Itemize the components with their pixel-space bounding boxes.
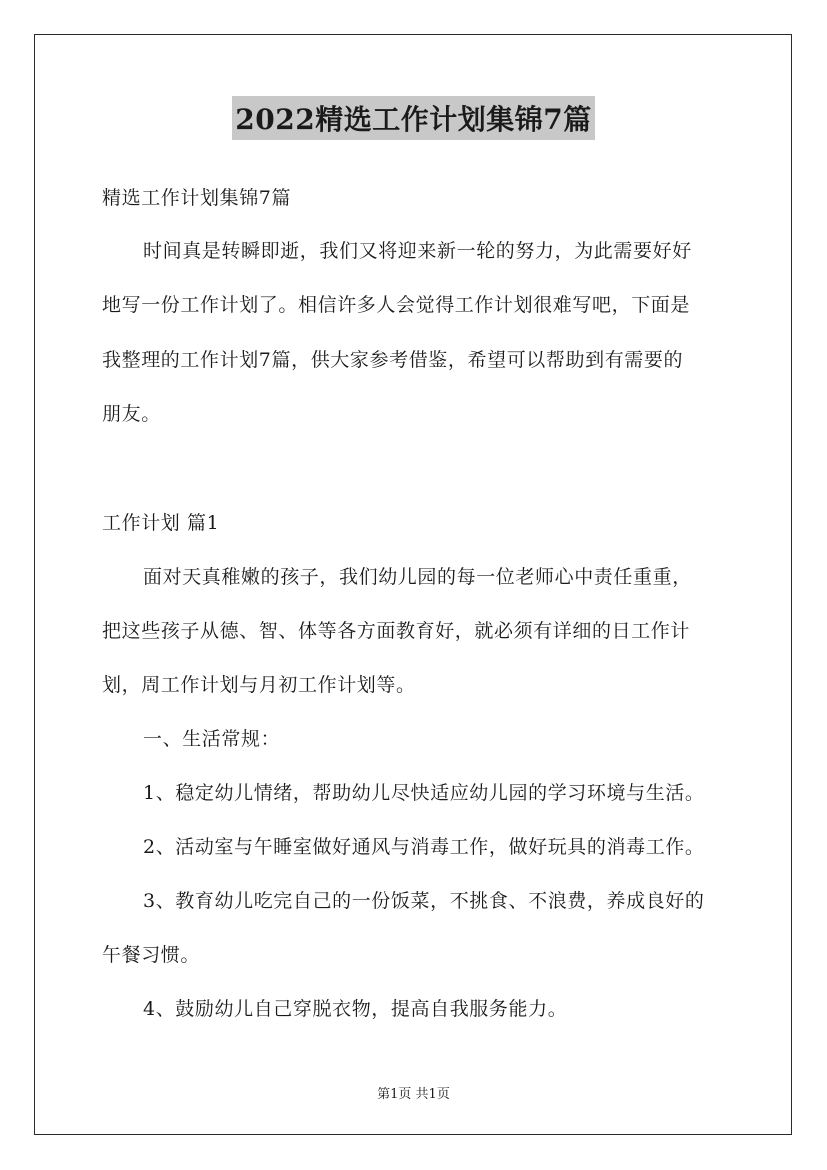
subtitle: 精选工作计划集锦7篇 [102,187,292,209]
list-item: 1、稳定幼儿情绪，帮助幼儿尽快适应幼儿园的学习环境与生活。 [143,782,705,804]
list-item-continuation: 午餐习惯。 [102,944,201,966]
section-heading: 工作计划 篇1 [102,512,220,534]
body-line: 划，周工作计划与月初工作计划等。 [102,674,416,696]
intro-line: 时间真是转瞬即逝，我们又将迎来新一轮的努力，为此需要好好 [143,240,692,262]
list-item: 3、教育幼儿吃完自己的一份饭菜，不挑食、不浪费，养成良好的 [143,890,705,912]
subheading-life-routine: 一、生活常规： [143,728,281,750]
list-item: 4、鼓励幼儿自己穿脱衣物，提高自我服务能力。 [143,998,568,1020]
intro-line: 地写一份工作计划了。相信许多人会觉得工作计划很难写吧，下面是 [102,294,691,316]
page-footer: 第1页 共1页 [377,1087,450,1102]
intro-line: 我整理的工作计划7篇，供大家参考借鉴，希望可以帮助到有需要的 [102,349,684,371]
intro-line: 朋友。 [102,403,161,425]
list-item: 2、活动室与午睡室做好通风与消毒工作，做好玩具的消毒工作。 [143,836,705,858]
body-line: 把这些孩子从德、智、体等各方面教育好，就必须有详细的日工作计 [102,620,691,642]
title-container [0,96,827,140]
body-line: 面对天真稚嫩的孩子，我们幼儿园的每一位老师心中责任重重， [143,566,692,588]
document-title: 2022精选工作计划集锦7篇 [232,96,594,140]
